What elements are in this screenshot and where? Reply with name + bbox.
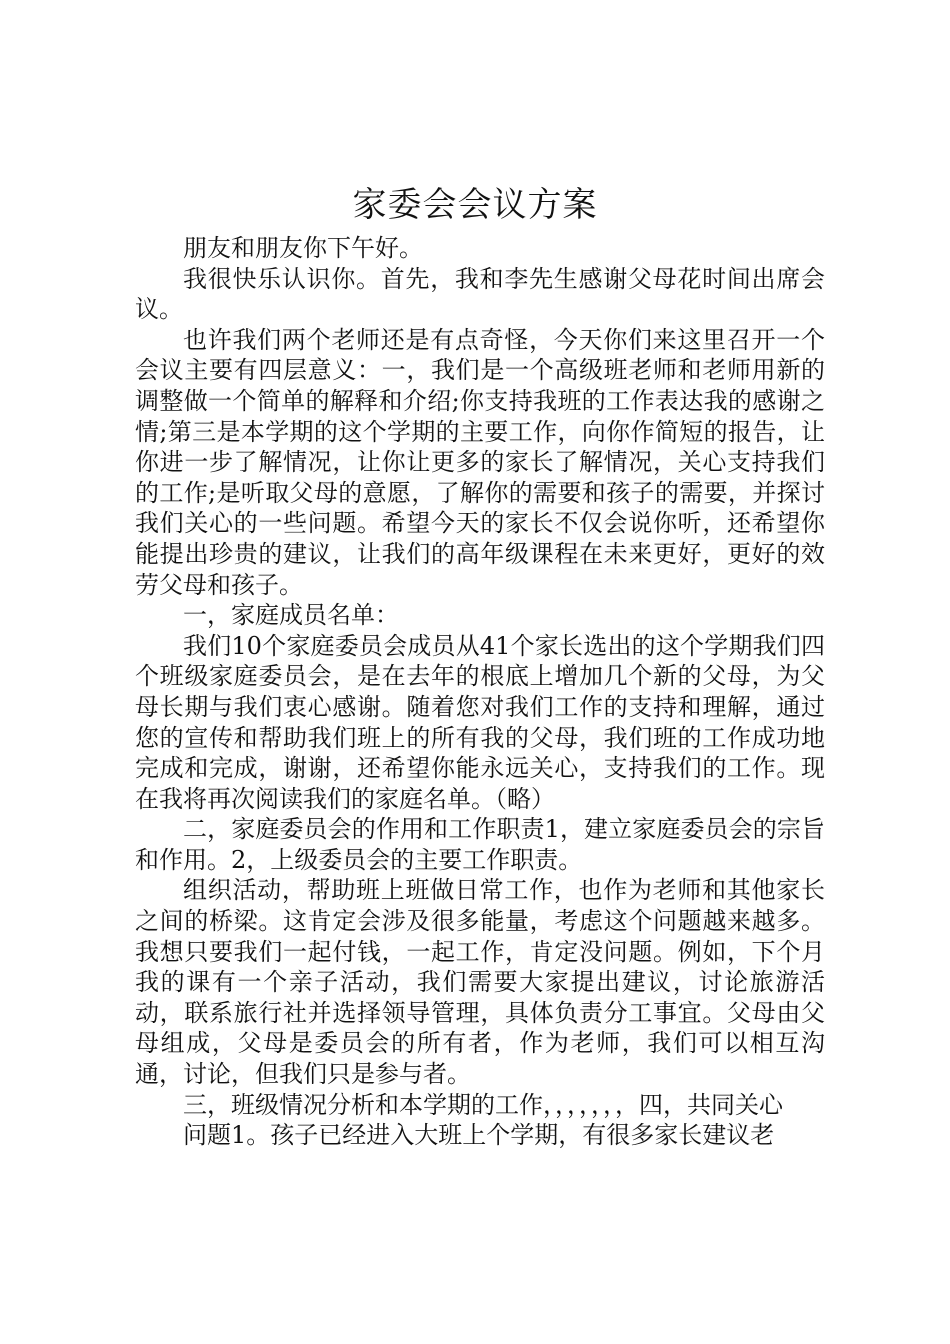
document-title: 家委会会议方案 <box>352 185 598 225</box>
paragraph-committee-duties: 组织活动，帮助班上班做日常工作，也作为老师和其他家长之间的桥梁。这肯定会涉及很多能量，考虑这个问题越来越多。我想只要我们一起付钱，一起工作，肯定没问题。例如，下个月我的课有一个亲子活动，我们需要大家提出建议，讨论旅游活动，联系旅行社并选择领导管理，具体负责分工事宜。父母由父母组成，父母是委员会的所有者，作为老师，我们可以相互沟通，讨论，但我们只是参与者。 <box>135 876 825 1089</box>
paragraph-member-list: 我们10个家庭委员会成员从41个家长选出的这个学期我们四个班级家庭委员会，是在去年的根底上增加几个新的父母，为父母长期与我们衷心感谢。随着您对我们工作的支持和理解，通过您的宣传和帮助我们班上的所有我的父母，我们班的工作成功地完成和完成，谢谢，还希望你能永远关心，支持我们的工作。现在我将再次阅读我们的家庭名单。（略） <box>135 631 825 813</box>
section-heading-committee-role: 二，家庭委员会的作用和工作职责1，建立家庭委员会的宗旨和作用。2，上级委员会的主要工作职责。 <box>135 815 825 874</box>
paragraph-thanks: 我很快乐认识你。首先，我和李先生感谢父母花时间出席会议。 <box>135 264 825 324</box>
paragraph-greeting: 朋友和朋友你下午好。 <box>183 234 423 262</box>
document-body <box>135 233 825 1151</box>
section-heading-class-analysis: 三，班级情况分析和本学期的工作，，，，，，，四，共同关心 <box>183 1090 783 1119</box>
paragraph-meeting-purpose: 也许我们两个老师还是有点奇怪，今天你们来这里召开一个会议主要有四层意义：一，我们是一个高级班老师和老师用新的调整做一个简单的解释和介绍;你支持我班的工作表达我的感谢之情;第三是本学期的这个学期的主要工作，向你作简短的报告，让你进一步了解情况，让你让更多的家长了解情况，关心支持我们的工作;是听取父母的意愿，了解你的需要和孩子的需要，并探讨我们关心的一些问题。希望今天的家长不仅会说你听，还希望你能提出珍贵的建议，让我们的高年级课程在未来更好，更好的效劳父母和孩子。 <box>135 325 825 599</box>
section-heading-member-list: 一，家庭成员名单： <box>183 601 399 630</box>
paragraph-question-1: 问题1。孩子已经进入大班上个学期，有很多家长建议老 <box>183 1121 775 1150</box>
